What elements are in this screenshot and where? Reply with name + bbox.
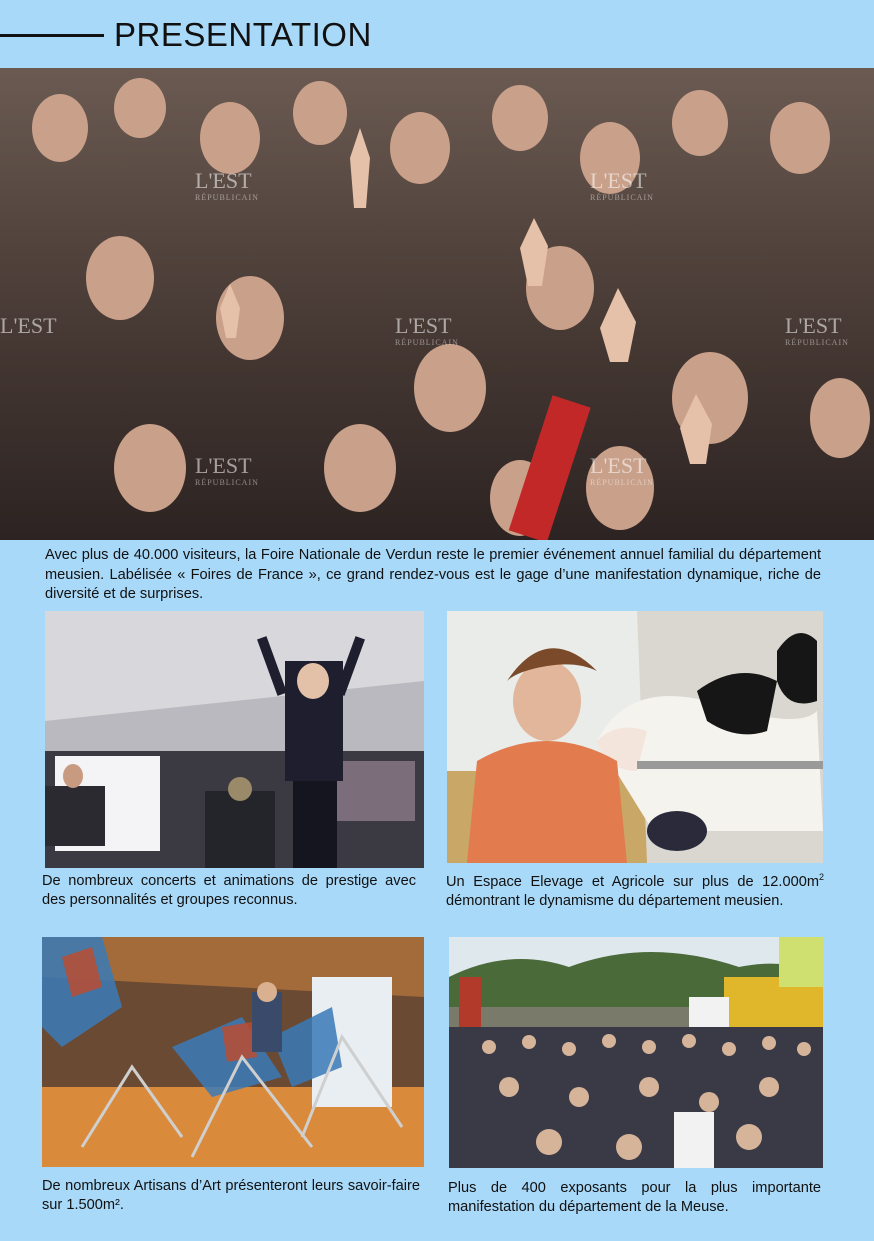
caption-elevage-part-b: démontrant le dynamisme du département meusien. bbox=[446, 892, 784, 909]
svg-text:L'EST: L'EST bbox=[0, 313, 57, 338]
svg-text:RÉPUBLICAIN: RÉPUBLICAIN bbox=[590, 193, 654, 202]
svg-text:L'EST: L'EST bbox=[395, 313, 452, 338]
intro-paragraph: Avec plus de 40.000 visiteurs, la Foire Nationale de Verdun reste le premier événement annuel familial du département meusien. Labélisée « Foires de France », ce grand rendez-vous est le gage d’une manifestation dynamique, riche de diversité et de surprises. bbox=[45, 547, 821, 602]
livestock-photo bbox=[447, 611, 823, 863]
svg-text:RÉPUBLICAIN: RÉPUBLICAIN bbox=[195, 478, 259, 487]
svg-text:L'EST: L'EST bbox=[590, 453, 647, 478]
caption-elevage-superscript: 2 bbox=[818, 872, 824, 883]
page-title: PRESENTATION bbox=[114, 16, 372, 53]
svg-text:L'EST: L'EST bbox=[590, 168, 647, 193]
svg-text:RÉPUBLICAIN: RÉPUBLICAIN bbox=[195, 193, 259, 202]
concert-photo bbox=[45, 611, 424, 868]
caption-elevage bbox=[446, 873, 824, 910]
svg-text:RÉPUBLICAIN: RÉPUBLICAIN bbox=[395, 338, 459, 347]
svg-text:L'EST: L'EST bbox=[195, 453, 252, 478]
caption-elevage-part-a: Un Espace Elevage et Agricole sur plus de 12.000m bbox=[446, 874, 819, 890]
exhibitors-photo bbox=[449, 937, 823, 1168]
svg-text:L'EST: L'EST bbox=[785, 313, 842, 338]
svg-text:L'EST: L'EST bbox=[195, 168, 252, 193]
caption-exposants: Plus de 400 exposants pour la plus importante manifestation du département de la Meuse. bbox=[448, 1180, 821, 1215]
crowd-photo bbox=[0, 68, 874, 540]
svg-text:RÉPUBLICAIN: RÉPUBLICAIN bbox=[590, 478, 654, 487]
caption-artisans: De nombreux Artisans d’Art présenteront leurs savoir-faire sur 1.500m². bbox=[42, 1178, 420, 1213]
svg-text:RÉPUBLICAIN: RÉPUBLICAIN bbox=[785, 338, 849, 347]
artisans-photo bbox=[42, 937, 424, 1167]
title-rule bbox=[0, 34, 104, 37]
caption-concerts: De nombreux concerts et animations de prestige avec des personnalités et groupes reconnus. bbox=[42, 873, 416, 908]
